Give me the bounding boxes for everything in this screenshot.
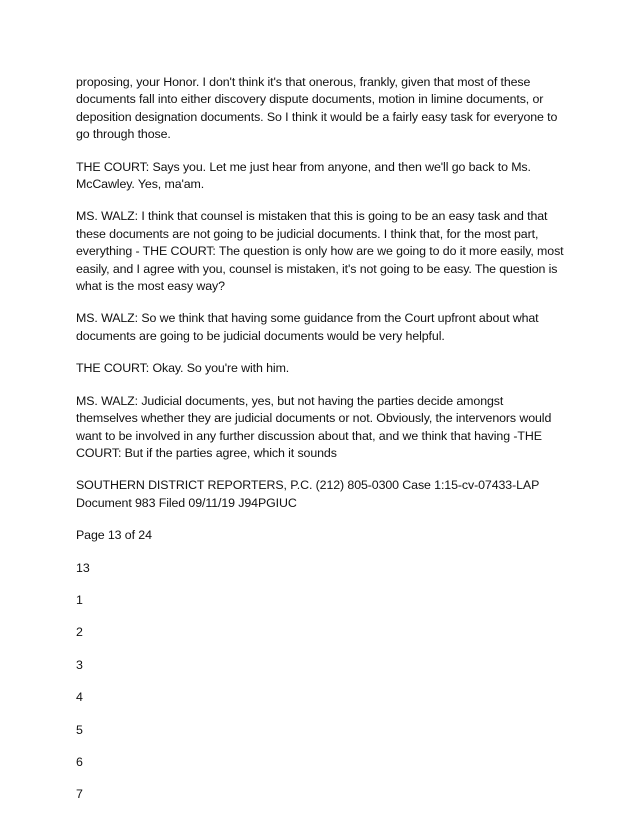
line-number: 5: [76, 722, 83, 737]
transcript-paragraph: THE COURT: Says you. Let me just hear from anyone, and then we'll go back to Ms. McCawley. Yes, ma'am.: [76, 159, 531, 192]
line-number: 7: [76, 787, 83, 802]
reporter-footer: SOUTHERN DISTRICT REPORTERS, P.C. (212) 805-0300 Case 1:15-cv-07433-LAP Document 983 Filed 09/11/19 J94PGIUC: [76, 478, 540, 510]
line-number: 1: [76, 592, 83, 607]
line-number: 6: [76, 754, 83, 769]
line-number: 3: [76, 657, 83, 672]
transcript-paragraph: MS. WALZ: I think that counsel is mistaken that this is going to be an easy task and that these documents are not going to be judicial documents. I think that, for the most part, everything - THE COURT: The question is only how are we going to do it more easily, most easily, and I agree with you, counsel is mistaken, it's not going to be easy. The question is what is the most easy way?: [76, 209, 564, 294]
line-number: 4: [76, 690, 83, 705]
line-number: 2: [76, 625, 83, 640]
page-indicator: Page 13 of 24: [76, 528, 152, 543]
page-number: 13: [76, 560, 90, 575]
document-page: [76, 74, 566, 819]
transcript-paragraph: THE COURT: Okay. So you're with him.: [76, 361, 290, 376]
transcript-paragraph: proposing, your Honor. I don't think it's that onerous, frankly, given that most of these documents fall into either discovery dispute documents, motion in limine documents, or deposition designation documents. So I think it would be a fairly easy task for everyone to go through those.: [76, 75, 558, 142]
transcript-paragraph: MS. WALZ: So we think that having some guidance from the Court upfront about what documents are going to be judicial documents would be very helpful.: [76, 311, 539, 343]
transcript-paragraph: MS. WALZ: Judicial documents, yes, but not having the parties decide amongst themselves whether they are judicial documents or not. Obviously, the intervenors would want to be involved in any further discussion about that, and we think that having -THE COURT: But if the parties agree, which it sounds: [76, 393, 552, 460]
